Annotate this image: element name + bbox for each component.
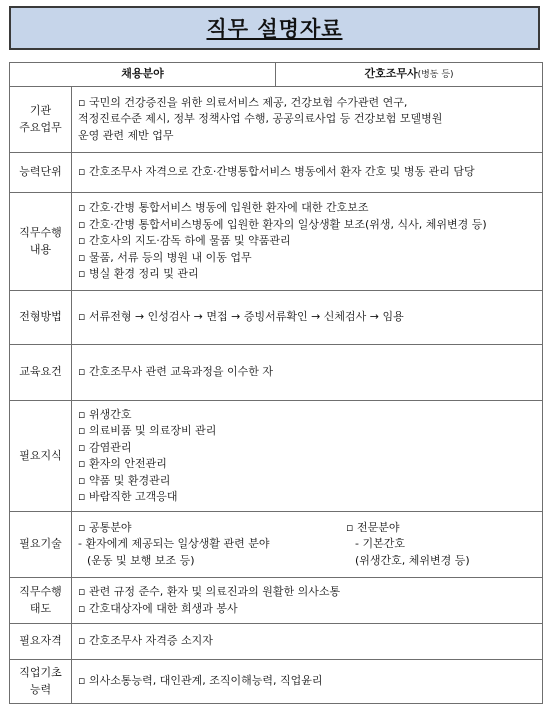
skills-common: ▫ 공통분야 - 환자에게 제공되는 일상생활 관련 분야 (운동 및 보행 보조 등) [78, 520, 270, 567]
row-skills [10, 512, 543, 578]
field-label: 채용분야 [10, 63, 276, 87]
label-selection: 전형방법 [10, 291, 72, 345]
content-attitude: ▫ 관련 규정 준수, 환자 및 의료진과의 원활한 의사소통 ▫ 간호대상자에 대한 희생과 봉사 [72, 578, 543, 624]
label-qualification: 필요자격 [10, 624, 72, 660]
label-education: 교육요건 [10, 345, 72, 401]
content-basic-ability: ▫ 의사소통능력, 대인관계, 조직이해능력, 직업윤리 [72, 660, 543, 704]
label-institution: 기관 주요업무 [10, 87, 72, 153]
row-education [10, 345, 543, 401]
content-competency-unit: ▫ 간호조무사 자격으로 간호·간병통합서비스 병동에서 환자 간호 및 병동 관리 담당 [72, 153, 543, 193]
row-duties [10, 193, 543, 291]
row-basic-ability [10, 660, 543, 704]
header-row [10, 63, 543, 87]
field-value: 간호조무사 [364, 66, 418, 80]
row-qualification [10, 624, 543, 660]
field-value-note: (병동 등) [417, 69, 454, 80]
row-selection [10, 291, 543, 345]
content-duties: ▫ 간호·간병 통합서비스 병동에 입원한 환자에 대한 간호보조 ▫ 간호·간병 통합서비스병동에 입원한 환자의 일상생활 보조(위생, 식사, 체위변경 등) ▫ 간호사의 지도·감독 하에 물품 및 약품관리 ▫ 물품, 서류 등의 병원 내 이동 업무 ▫ 병실 환경 정리 및 관리 [72, 193, 543, 291]
label-competency-unit: 능력단위 [10, 153, 72, 193]
content-selection: ▫ 서류전형 → 인성검사 → 면접 → 증빙서류확인 → 신체검사 → 임용 [72, 291, 543, 345]
row-attitude [10, 578, 543, 624]
label-skills: 필요기술 [10, 512, 72, 578]
label-basic-ability: 직업기초 능력 [10, 660, 72, 704]
row-competency-unit [10, 153, 543, 193]
content-education: ▫ 간호조무사 관련 교육과정을 이수한 자 [72, 345, 543, 401]
label-knowledge: 필요지식 [10, 401, 72, 512]
row-knowledge [10, 401, 543, 512]
content-skills [72, 512, 543, 578]
content-qualification: ▫ 간호조무사 자격증 소지자 [72, 624, 543, 660]
page-title: 직무 설명자료 [206, 17, 343, 41]
content-institution: ▫ 국민의 건강증진을 위한 의료서비스 제공, 건강보험 수가관련 연구, 적정진료수준 제시, 정부 정책사업 수행, 공공의료사업 등 건강보험 모델병원 운영 관련 제반 업무 [72, 87, 543, 153]
job-description-table [9, 62, 543, 704]
field-value-cell [276, 63, 543, 87]
content-knowledge: ▫ 위생간호 ▫ 의료비품 및 의료장비 관리 ▫ 감염관리 ▫ 환자의 안전관리 ▫ 약품 및 환경관리 ▫ 바람직한 고객응대 [72, 401, 543, 512]
label-duties: 직무수행 내용 [10, 193, 72, 291]
label-attitude: 직무수행 태도 [10, 578, 72, 624]
title-box [9, 6, 540, 50]
row-institution [10, 87, 543, 153]
skills-special: ▫ 전문분야 - 기본간호 (위생간호, 체위변경 등) [346, 520, 470, 567]
